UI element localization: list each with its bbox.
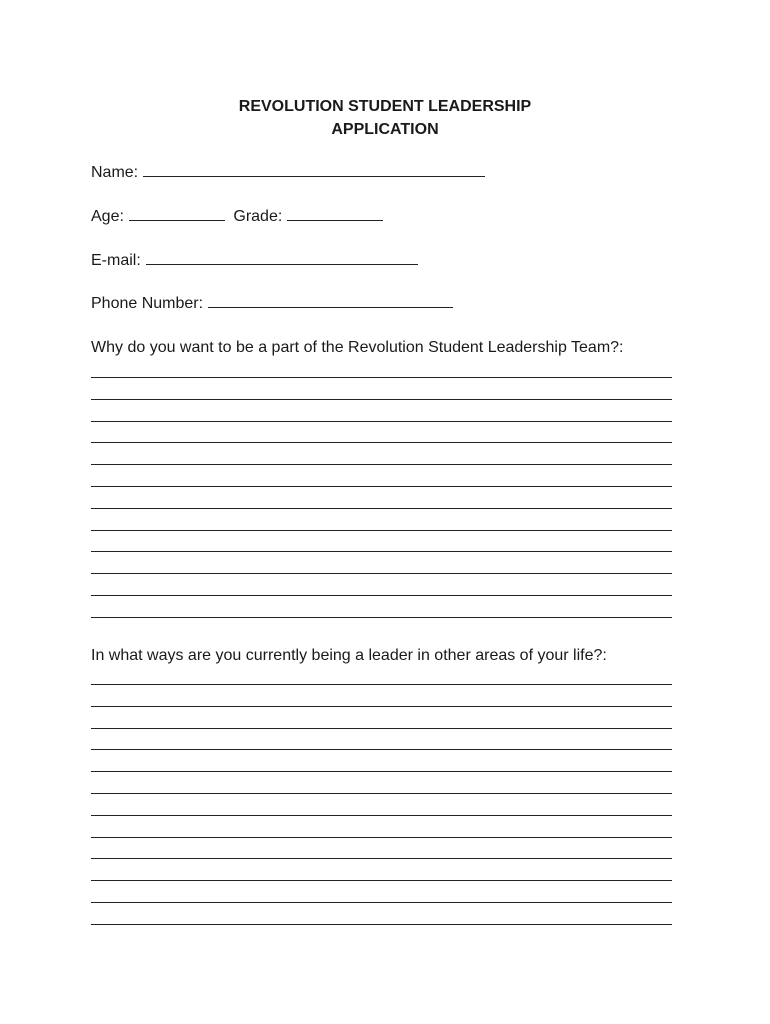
phone-row (91, 293, 453, 314)
answer-line[interactable] (91, 595, 672, 596)
answer-line[interactable] (91, 530, 672, 531)
answer-line[interactable] (91, 421, 672, 422)
answer-line[interactable] (91, 377, 672, 378)
answer-line[interactable] (91, 837, 672, 838)
grade-blank[interactable] (287, 206, 383, 221)
answer-line[interactable] (91, 902, 672, 903)
answer-line[interactable] (91, 771, 672, 772)
answer-line[interactable] (91, 617, 672, 618)
answer-line[interactable] (91, 815, 672, 816)
grade-label: Grade: (233, 208, 283, 225)
answer-line[interactable] (91, 573, 672, 574)
form-title-line-1: REVOLUTION STUDENT LEADERSHIP (238, 98, 532, 115)
phone-label: Phone Number: (91, 295, 204, 312)
age-label: Age: (91, 208, 124, 225)
answer-line[interactable] (91, 464, 672, 465)
answer-line[interactable] (91, 880, 672, 881)
answer-line[interactable] (91, 924, 672, 925)
name-row (91, 162, 485, 183)
answer-line[interactable] (91, 551, 672, 552)
answer-line[interactable] (91, 399, 672, 400)
age-grade-row (91, 206, 383, 227)
answer-line[interactable] (91, 706, 672, 707)
email-row (91, 250, 418, 271)
answer-line[interactable] (91, 508, 672, 509)
question-why-join: Why do you want to be a part of the Revolution Student Leadership Team?: (91, 339, 624, 356)
phone-blank[interactable] (208, 293, 453, 308)
answer-line[interactable] (91, 858, 672, 859)
form-title-line-2: APPLICATION (331, 121, 439, 138)
answer-line[interactable] (91, 486, 672, 487)
age-blank[interactable] (129, 206, 225, 221)
question-leadership-ways: In what ways are you currently being a leader in other areas of your life?: (91, 647, 607, 664)
email-blank[interactable] (146, 250, 418, 265)
answer-line[interactable] (91, 442, 672, 443)
email-label: E-mail: (91, 252, 141, 269)
name-label: Name: (91, 164, 139, 181)
answer-line[interactable] (91, 749, 672, 750)
answer-line[interactable] (91, 793, 672, 794)
answer-line[interactable] (91, 684, 672, 685)
answer-line[interactable] (91, 728, 672, 729)
name-blank[interactable] (143, 162, 485, 177)
